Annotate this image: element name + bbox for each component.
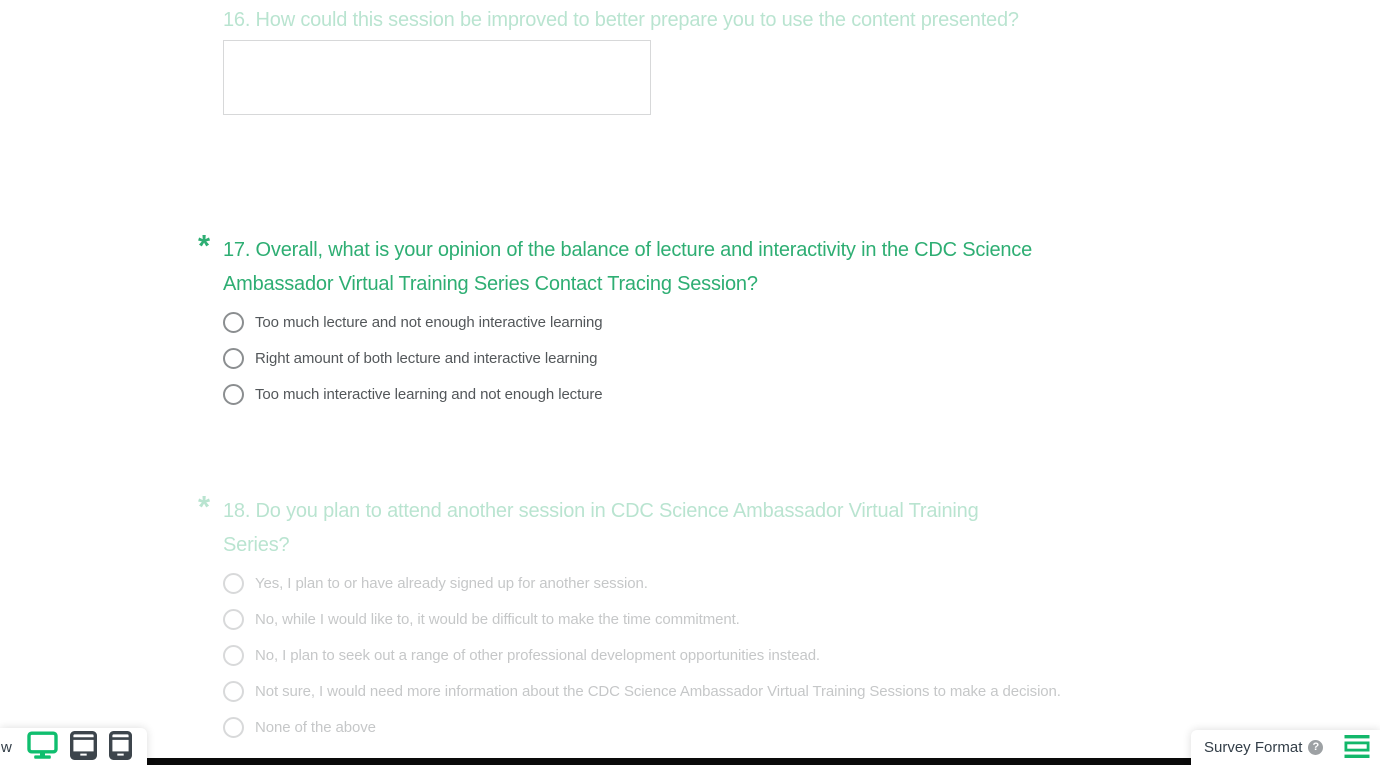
answer-option-row[interactable] (223, 644, 1061, 666)
survey-format-panel (1191, 730, 1380, 765)
radio-button[interactable] (223, 573, 244, 594)
question-16 (223, 3, 1083, 115)
answer-option-row[interactable] (223, 572, 1061, 594)
answer-option-row[interactable] (223, 347, 1143, 369)
answer-option-label[interactable]: No, while I would like to, it would be difficult to make the time commitment. (255, 610, 740, 628)
question-17 (198, 228, 1143, 419)
question-18-title: 18. Do you plan to attend another session in CDC Science Ambassador Virtual Training Series? (223, 500, 979, 556)
answer-option-row[interactable] (223, 608, 1061, 630)
help-question-icon[interactable]: ? (1308, 740, 1323, 755)
radio-button[interactable] (223, 645, 244, 666)
question-17-title: 17. Overall, what is your opinion of the balance of lecture and interactivity in the CDC Science Ambassador Virtual Training Series Contact Tracing Session? (223, 239, 1033, 295)
answer-option-label[interactable]: Too much interactive learning and not enough lecture (255, 385, 603, 403)
radio-button[interactable] (223, 348, 244, 369)
answer-option-label[interactable]: Too much lecture and not enough interactive learning (255, 313, 603, 331)
radio-button[interactable] (223, 384, 244, 405)
answer-option-row[interactable] (223, 680, 1061, 702)
radio-button[interactable] (223, 681, 244, 702)
question-18-options (223, 572, 1061, 738)
stacked-rows-format-icon (1344, 734, 1370, 762)
radio-button[interactable] (223, 609, 244, 630)
desktop-preview-button[interactable] (27, 731, 58, 762)
answer-option-row[interactable] (223, 311, 1143, 333)
answer-option-label[interactable]: Not sure, I would need more information about the CDC Science Ambassador Virtual Training Sessions to make a decision. (255, 682, 1061, 700)
mobile-phone-icon (109, 731, 132, 763)
answer-option-label[interactable]: None of the above (255, 718, 376, 736)
radio-button[interactable] (223, 312, 244, 333)
footer-edge-bar (147, 758, 1191, 765)
answer-option-label[interactable]: Right amount of both lecture and interactive learning (255, 349, 598, 367)
clipped-preview-label: w (1, 739, 12, 756)
answer-option-label[interactable]: No, I plan to seek out a range of other professional development opportunities instead. (255, 646, 820, 664)
required-asterisk: * (198, 228, 211, 263)
required-asterisk: * (198, 489, 211, 524)
survey-format-toggle-button[interactable] (1344, 734, 1370, 762)
tablet-preview-button[interactable] (70, 731, 97, 763)
phone-preview-button[interactable] (109, 731, 132, 763)
desktop-monitor-icon (27, 731, 58, 762)
answer-option-label[interactable]: Yes, I plan to or have already signed up for another session. (255, 574, 648, 592)
tablet-icon (70, 731, 97, 763)
question-18 (198, 489, 1061, 752)
device-preview-panel (0, 728, 147, 765)
answer-option-row[interactable] (223, 383, 1143, 405)
survey-format-label: Survey Format (1204, 739, 1303, 756)
question-17-options (223, 311, 1143, 405)
radio-button[interactable] (223, 717, 244, 738)
question-16-comment-box[interactable] (223, 40, 651, 115)
answer-option-row[interactable] (223, 716, 1061, 738)
question-16-title: 16. How could this session be improved to better prepare you to use the content presented? (223, 9, 1019, 31)
